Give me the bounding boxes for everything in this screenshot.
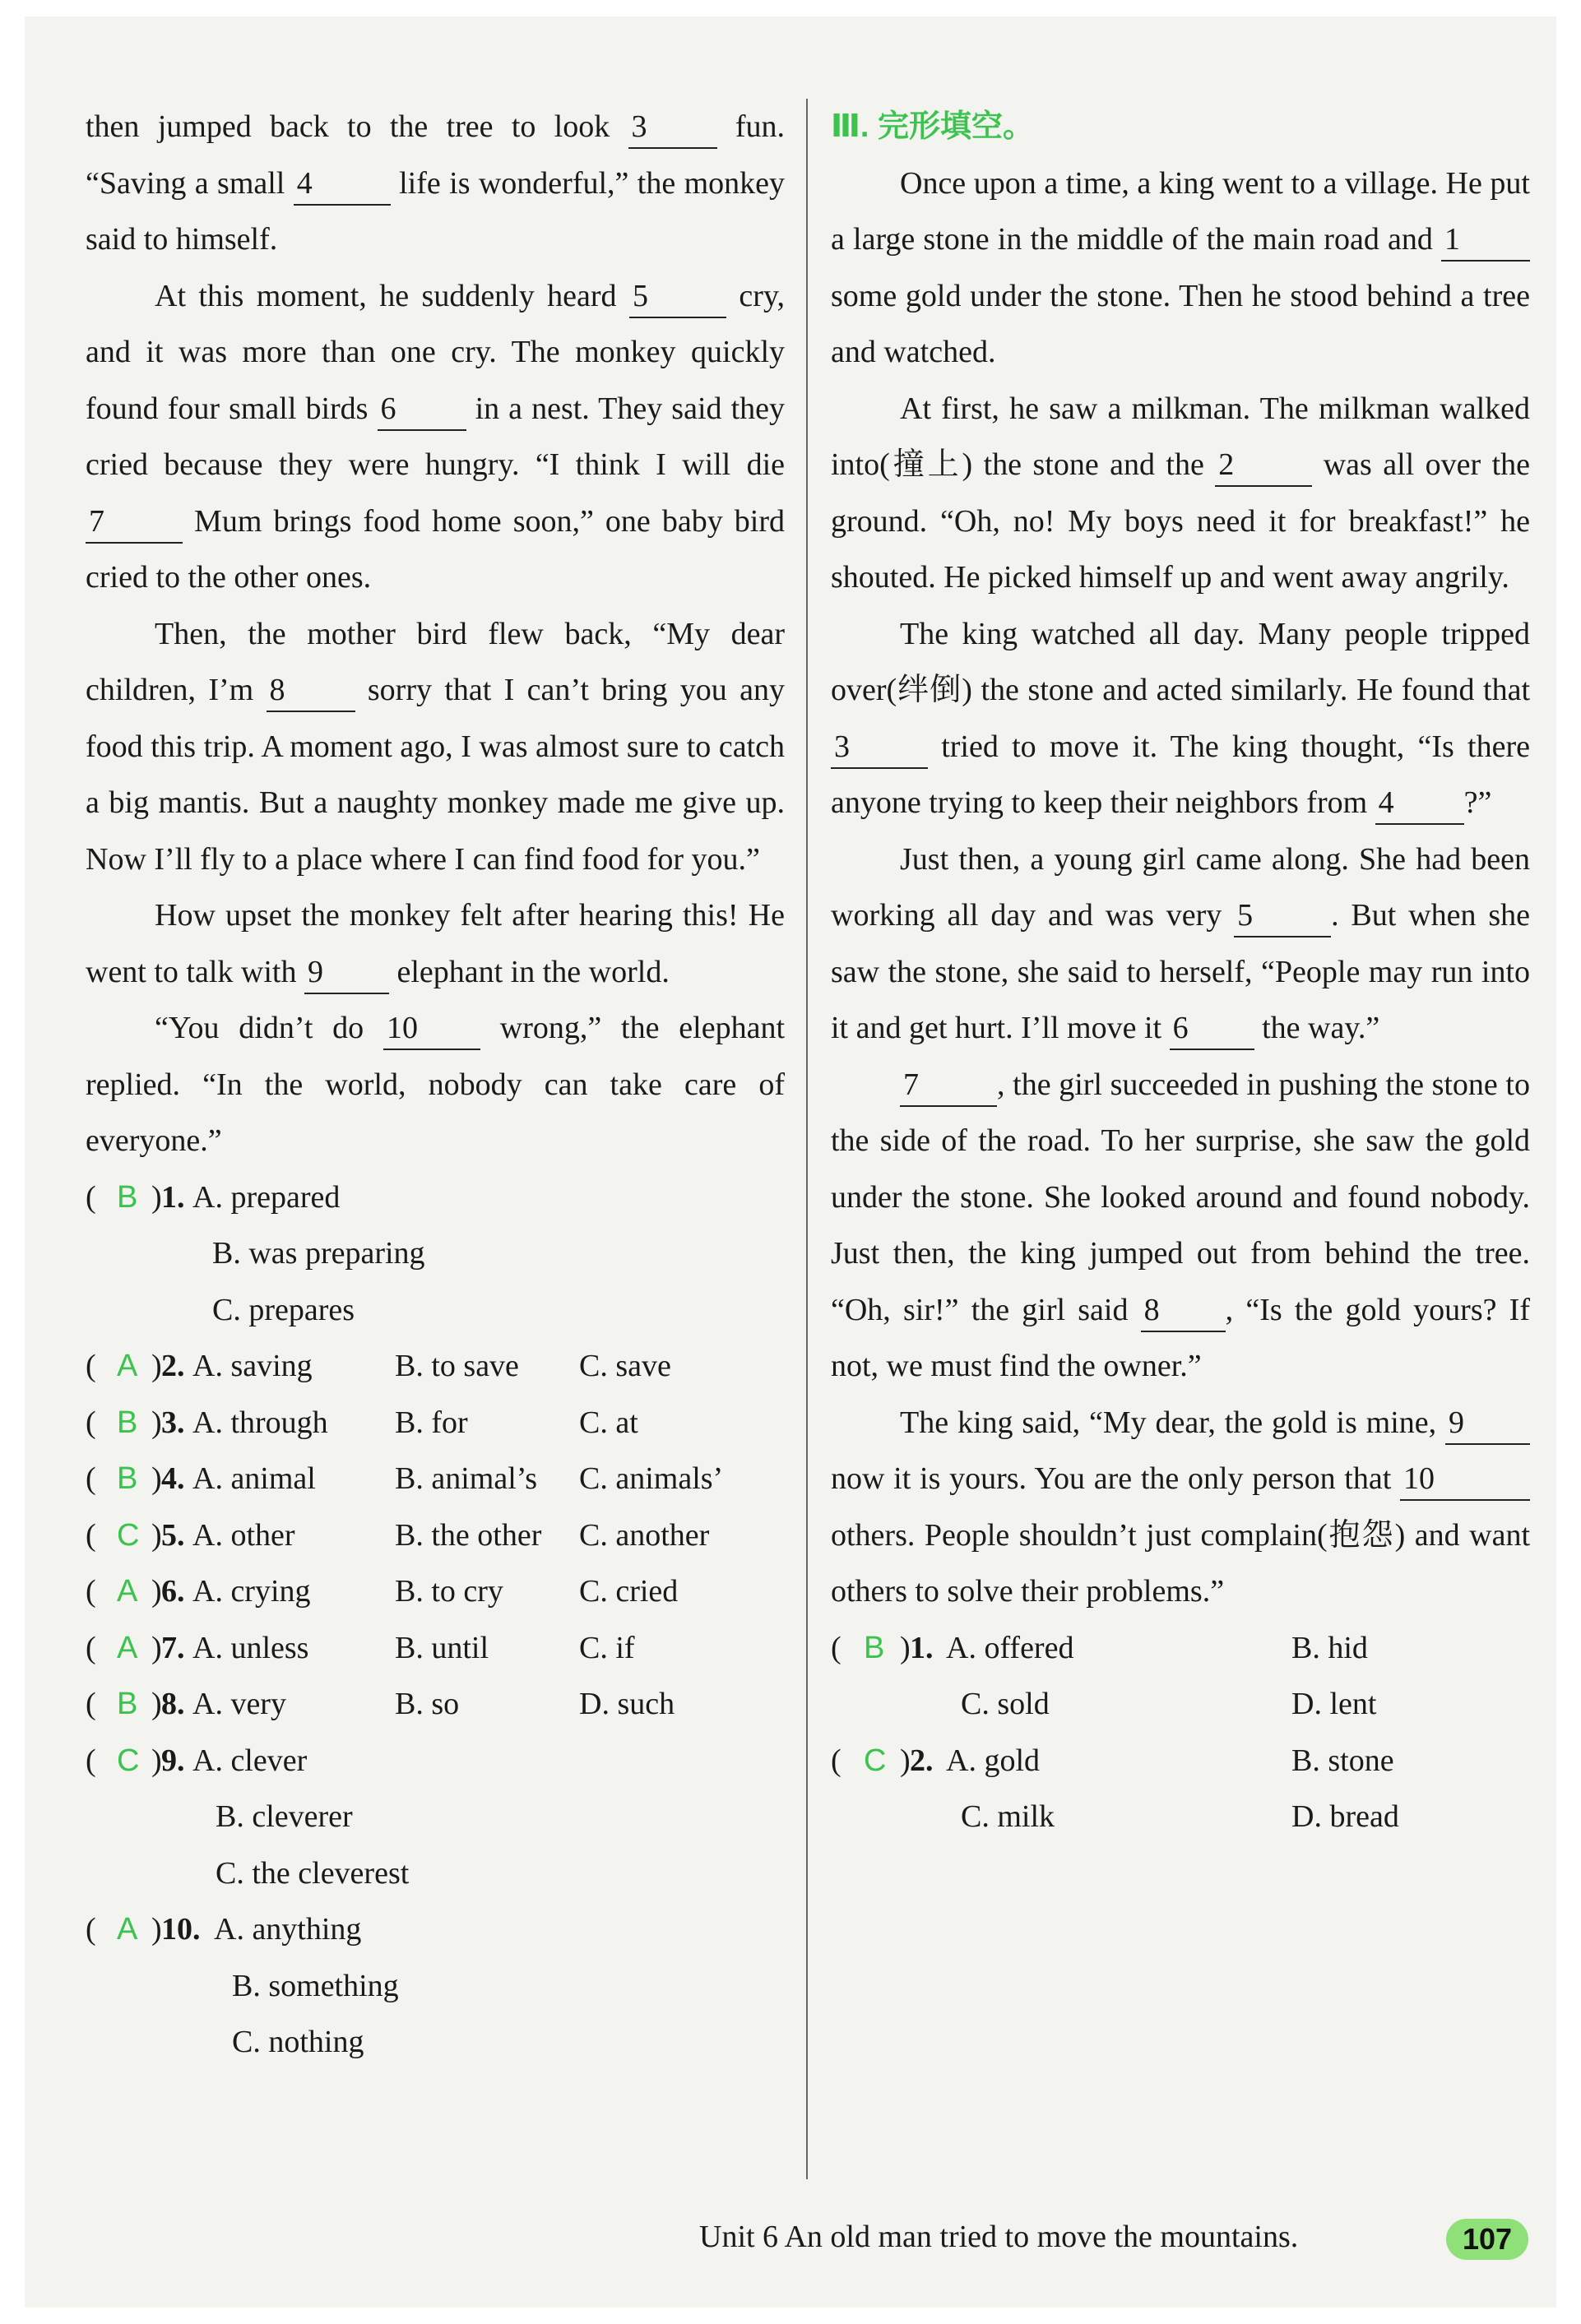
question-option: C. the cleverest <box>216 1855 410 1891</box>
question-list <box>831 1620 1530 1845</box>
answer-blank[interactable]: 8 <box>267 669 355 712</box>
answer-blank[interactable]: 10 <box>383 1007 480 1050</box>
passage-paragraph: The king said, “My dear, the gold is mine, 9 now it is yours. You are the only person that 10 others. People shouldn’t just complain(抱怨) and want others to solve their problems.” <box>831 1395 1530 1620</box>
passage-paragraph: At first, he saw a milkman. The milkman walked into(撞上) the stone and the 2 was all over the ground. “Oh, no! My boys need it for breakfast!” he shouted. He picked himself up and went away angrily. <box>831 391 1530 595</box>
answer-blank[interactable]: 1 <box>1441 219 1530 262</box>
answer-blank[interactable]: 2 <box>1215 444 1312 487</box>
question-option: C. sold D. lent <box>961 1687 1377 1721</box>
question-item[interactable]: ( B ) 1. A. prepared <box>86 1169 785 1226</box>
passage-paragraph: The king watched all day. Many people tripped over(绊倒) the stone and acted similarly. He found that 3 tried to move it. The king thought, “Is there anyone trying to keep their neighbors from 4 ?” <box>831 606 1530 831</box>
answer-blank[interactable]: 6 <box>378 388 466 431</box>
question-option: B. cleverer <box>216 1799 353 1834</box>
passage-paragraph: then jumped back to the tree to look 3 fun. “Saving a small 4 life is wonderful,” the monkey said to himself. <box>86 99 785 268</box>
question-item[interactable]: ( A ) 10. A. anything <box>86 1912 362 1947</box>
answer-blank[interactable]: 8 <box>1141 1289 1226 1332</box>
question-item[interactable]: ( C ) 9. A. clever <box>86 1743 308 1778</box>
answer-blank[interactable]: 4 <box>1375 782 1464 825</box>
answer-blank[interactable]: 6 <box>1170 1007 1254 1050</box>
passage-paragraph: How upset the monkey felt after hearing this! He went to talk with 9 elephant in the world. <box>86 887 785 1000</box>
answer-blank[interactable]: 5 <box>1234 895 1331 937</box>
answer-choice: B <box>117 1179 138 1215</box>
question-item[interactable]: ( A ) 6. A. crying B. to cry C. cried <box>86 1574 679 1609</box>
question-option: C. milk D. bread <box>961 1799 1399 1834</box>
answer-blank[interactable]: 4 <box>294 163 391 206</box>
page-number-badge: 107 <box>1446 2219 1528 2260</box>
passage-paragraph: Just then, a young girl came along. She had been working all day and was very 5 . But when she saw the stone, she said to herself, “People may run into it and get hurt. I’ll move it 6 the way.” <box>831 831 1530 1057</box>
answer-blank[interactable]: 7 <box>86 501 183 544</box>
question-option: C. prepares <box>212 1292 355 1327</box>
question-item[interactable]: ( B ) 3. A. through B. for C. at <box>86 1405 638 1440</box>
question-item[interactable]: ( C ) 5. A. other B. the other C. another <box>86 1517 710 1553</box>
answer-blank[interactable]: 7 <box>900 1064 997 1107</box>
passage-paragraph: “You didn’t do 10 wrong,” the elephant replied. “In the world, nobody can take care of everyone.” <box>86 1000 785 1169</box>
left-column <box>86 99 785 2071</box>
passage-paragraph: At this moment, he suddenly heard 5 cry, and it was more than one cry. The monkey quickly found four small birds 6 in a nest. They said they cried because they were hungry. “I think I will die 7 Mum brings food home soon,” one baby bird cried to the other ones. <box>86 268 785 606</box>
question-option: B. something <box>232 1968 399 2003</box>
right-column <box>831 99 1530 1845</box>
question-option: C. nothing <box>232 2025 364 2059</box>
answer-blank[interactable]: 9 <box>304 951 389 994</box>
section-title: Ⅲ. 完形填空。 <box>831 109 1035 144</box>
question-item[interactable]: ( A ) 7. A. unless B. until C. if <box>86 1630 635 1665</box>
passage-paragraph: Then, the mother bird flew back, “My dear children, I’m 8 sorry that I can’t bring you any food this trip. A moment ago, I was almost sure to catch a big mantis. But a naughty monkey made me give up. Now I’ll fly to a place where I can find food for you.” <box>86 616 785 877</box>
answer-blank[interactable]: 5 <box>629 275 726 318</box>
workbook-page <box>25 16 1556 2308</box>
question-list <box>86 1169 785 2071</box>
question-item[interactable]: ( A ) 2. A. saving B. to save C. save <box>86 1349 671 1383</box>
question-item[interactable]: ( B ) 4. A. animal B. animal’s C. animals’ <box>86 1461 724 1496</box>
footer-unit-title: Unit 6 An old man tried to move the mountains. <box>699 2220 1299 2254</box>
question-option: B. was preparing <box>212 1236 425 1271</box>
column-divider <box>806 99 808 2179</box>
answer-blank[interactable]: 3 <box>831 726 928 769</box>
passage-paragraph: 7 , the girl succeeded in pushing the stone to the side of the road. To her surprise, she saw the gold under the stone. She looked around and found nobody. Just then, the king jumped out from behind the tree. “Oh, sir!” the girl said 8 , “Is the gold yours? If not, we must find the owner.” <box>831 1057 1530 1395</box>
passage-paragraph: Once upon a time, a king went to a village. He put a large stone in the middle of the main road and 1 some gold under the stone. Then he stood behind a tree and watched. <box>831 165 1530 369</box>
answer-blank[interactable]: 10 <box>1400 1458 1530 1501</box>
answer-blank[interactable]: 9 <box>1445 1402 1530 1445</box>
answer-blank[interactable]: 3 <box>628 106 717 149</box>
question-item[interactable]: ( C ) 2. A. gold B. stone <box>831 1743 1394 1778</box>
question-item[interactable]: ( B ) 1. A. offered B. hid <box>831 1630 1368 1665</box>
question-item[interactable]: ( B ) 8. A. very B. so D. such <box>86 1687 675 1721</box>
